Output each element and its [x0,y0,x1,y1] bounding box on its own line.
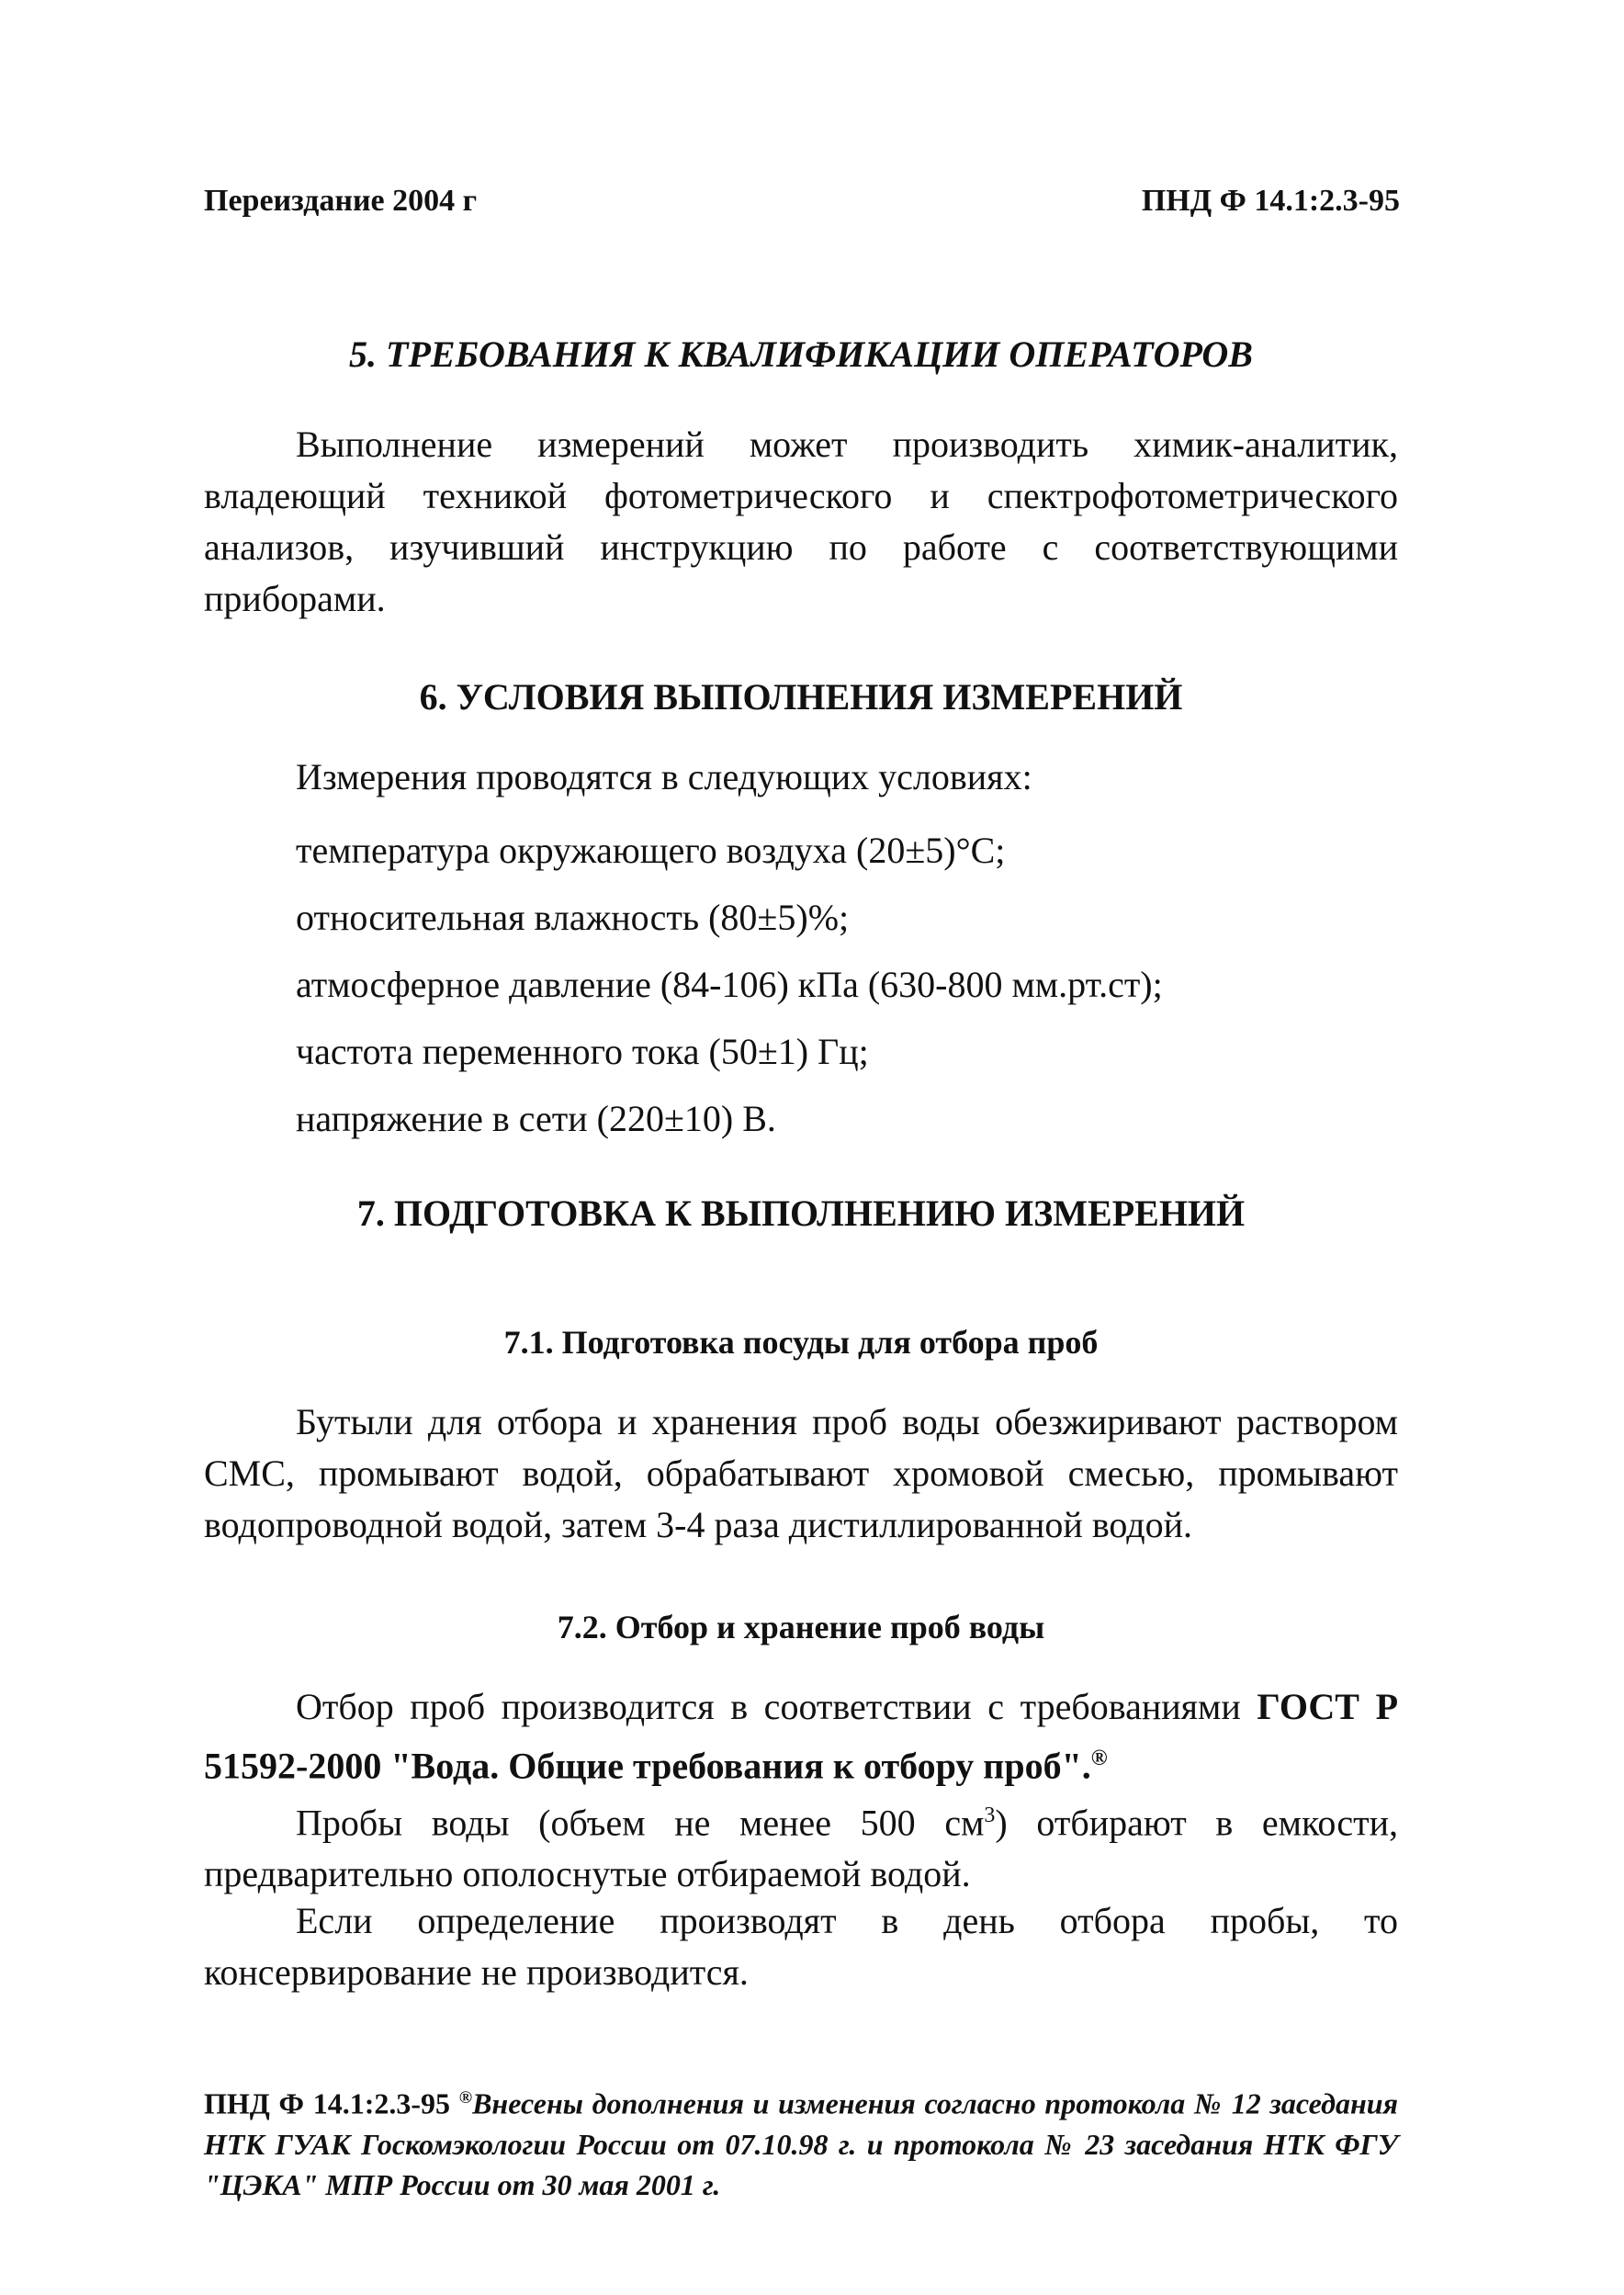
sampling-standard-lead: Отбор проб производится в соответствии с требованиями [296,1686,1257,1727]
document-code: ПНД Ф 14.1:2.3-95 [1141,184,1400,218]
footnote-mark: ® [458,2088,473,2108]
footnote-document-code: ПНД Ф 14.1:2.3-95 [204,2086,451,2120]
condition-humidity: относительная влажность (80±5)%; [296,897,850,938]
conditions-intro: Измерения проводятся в следующих условиях: [296,756,1032,797]
amendment-footnote [204,2078,1398,2205]
condition-temperature: температура окружающего воздуха (20±5)°С; [296,830,1006,871]
subsection-7-2-title: 7.2. Отбор и хранение проб воды [557,1609,1045,1645]
subsection-7-1-title: 7.1. Подготовка посуды для отбора проб [503,1324,1099,1361]
section-7-title: 7. ПОДГОТОВКА К ВЫПОЛНЕНИЮ ИЗМЕРЕНИЙ [356,1193,1246,1234]
preservation-paragraph: Если определение производят в день отбора пробы, то консервирование не производится. [204,1900,1398,1993]
section-6-title: 6. УСЛОВИЯ ВЫПОЛНЕНИЯ ИЗМЕРЕНИЙ [419,676,1183,718]
sample-volume-lead: Пробы воды (объем не менее 500 см [296,1802,985,1844]
condition-pressure: атмосферное давление (84-106) кПа (630-800 мм.рт.ст); [296,964,1163,1005]
amendment-mark: ® [1090,1747,1108,1770]
gost-reference: ГОСТ Р 51592-2000 "Вода. Общие требования к отбору проб". [204,1686,1399,1787]
sample-volume-rest: ) отбирают в емкости, предварительно ополоснутые отбираемой водой. [204,1802,1398,1895]
subsection-7-1-text: Бутыли для отбора и хранения проб воды обезжиривают раствором СМС, промывают водой, обрабатывают хромовой смесью, промывают водопроводной водой, затем 3-4 раза дистиллированной водой. [204,1401,1398,1545]
reissue-note: Переиздание 2004 г [204,184,478,218]
sampling-standard-paragraph [204,1681,1398,1792]
sample-volume-paragraph [204,1790,1398,1900]
condition-voltage: напряжение в сети (220±10) В. [296,1098,776,1139]
section-5-title: 5. ТРЕБОВАНИЯ К КВАЛИФИКАЦИИ ОПЕРАТОРОВ [349,334,1253,375]
cubic-superscript: 3 [984,1803,996,1827]
footnote-text: Внесены дополнения и изменения согласно протокола № 12 заседания НТК ГУАК Госкомэкологии России от 07.10.98 г. и протокола № 23 заседания НТК ФГУ "ЦЭКА" МПР России от 30 мая 2001 г. [204,2086,1399,2201]
section-5-text: Выполнение измерений может производить химик-аналитик, владеющий техникой фотометрического и спектрофотометрического анализов, изучивший инструкцию по работе с соответствующими приборами. [204,424,1398,619]
condition-frequency: частота переменного тока (50±1) Гц; [296,1031,869,1072]
